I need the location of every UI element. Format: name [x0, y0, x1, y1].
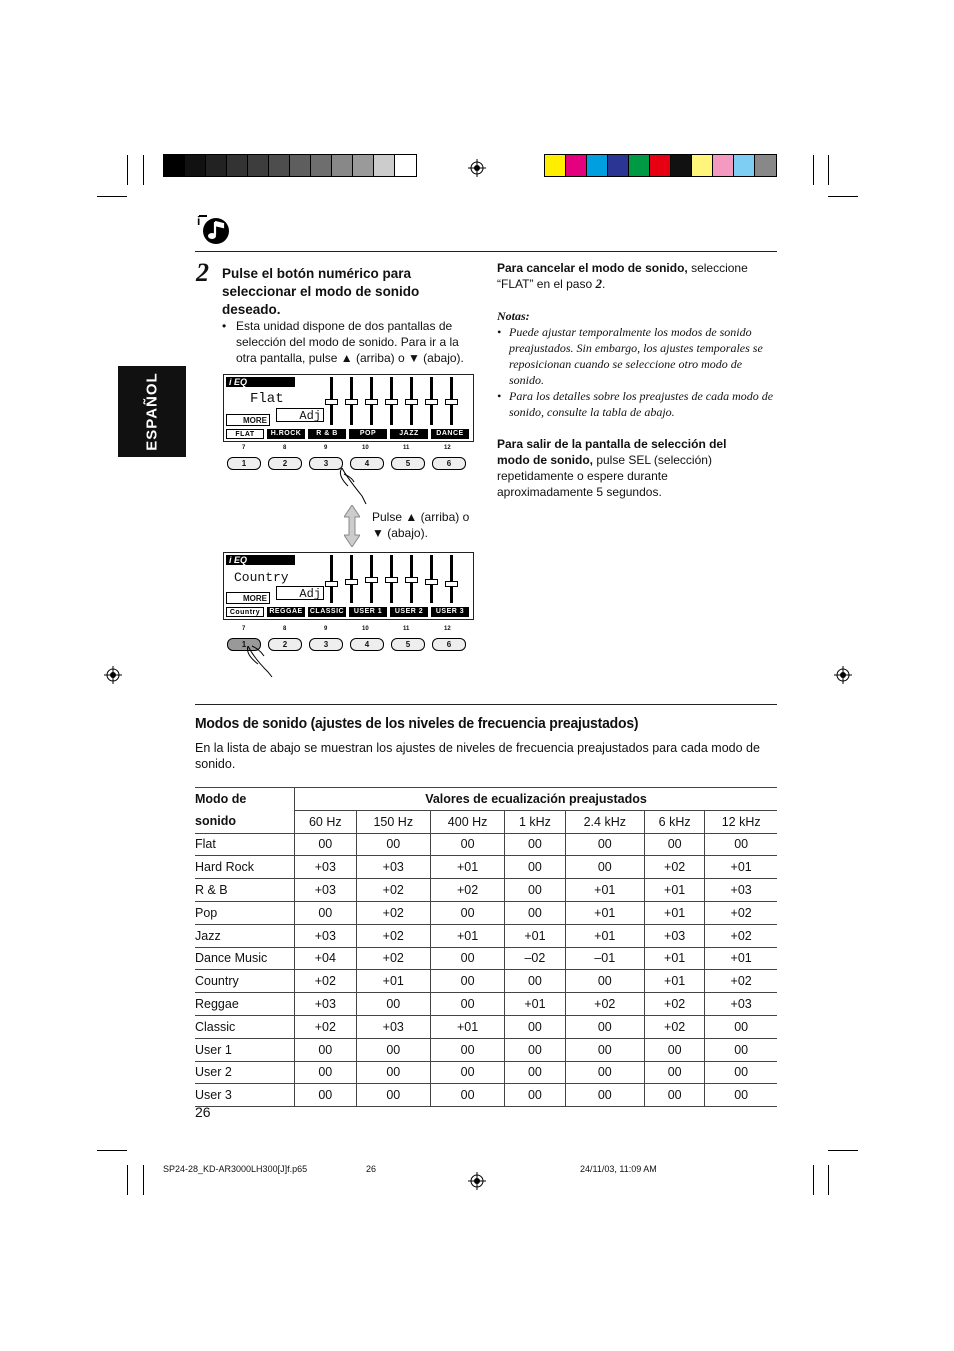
- key-secondary-number: 12: [444, 626, 451, 632]
- eq-display-flat: [223, 374, 474, 442]
- freq-header: 60 Hz: [295, 810, 357, 833]
- value-cell: +02: [705, 924, 777, 947]
- eq-mode-segment: FLAT: [226, 429, 264, 439]
- gray-swatch: [353, 155, 374, 176]
- table-row: [195, 924, 777, 947]
- value-cell: +03: [295, 993, 357, 1016]
- value-cell: 00: [505, 879, 565, 902]
- value-cell: 00: [505, 1015, 565, 1038]
- section-title: Modos de sonido (ajustes de los niveles de frecuencia preajustados): [195, 715, 639, 732]
- value-cell: +02: [645, 1015, 705, 1038]
- eq-sliders: [324, 375, 472, 427]
- exit-text: pulse SEL (selección) repetidamente o espere durante aproximadamente 5 segundos.: [497, 453, 712, 499]
- freq-header: 400 Hz: [430, 810, 504, 833]
- mode-cell: Classic: [195, 1019, 236, 1034]
- value-cell: +02: [356, 947, 430, 970]
- value-cell: 00: [505, 1038, 565, 1061]
- eq-mode-segment: USER 1: [349, 607, 387, 617]
- freq-header: 150 Hz: [356, 810, 430, 833]
- gray-swatch: [311, 155, 332, 176]
- mode-cell: Pop: [195, 905, 218, 920]
- value-cell: –01: [565, 947, 644, 970]
- key-secondary-number: 8: [283, 445, 287, 451]
- value-cell: 00: [295, 833, 357, 856]
- value-cell: 00: [645, 1061, 705, 1084]
- eq-slider-knob: [445, 581, 458, 587]
- value-cell: +01: [565, 879, 644, 902]
- music-note-icon: [196, 212, 232, 246]
- bullet-marker: •: [222, 319, 227, 333]
- value-cell: 00: [430, 993, 504, 1016]
- value-cell: +01: [705, 856, 777, 879]
- table-row: [195, 1084, 777, 1107]
- step-heading: Pulse el botón numérico para seleccionar el modo de sonido deseado.: [222, 266, 420, 317]
- value-cell: 00: [505, 901, 565, 924]
- value-cell: +02: [565, 993, 644, 1016]
- registration-mark-icon: [468, 1172, 486, 1190]
- value-cell: +02: [430, 879, 504, 902]
- note-1: Puede ajustar temporalmente los modos de sonido preajustados. Sin embargo, los ajustes temporales se reposicionan cuando se seleccione otro modo de sonido.: [509, 325, 763, 387]
- key-secondary-number: 12: [444, 445, 451, 451]
- value-cell: 00: [645, 1038, 705, 1061]
- value-cell: +02: [645, 993, 705, 1016]
- preset-button-6[interactable]: 6: [432, 638, 466, 651]
- value-cell: +01: [505, 993, 565, 1016]
- mode-header: Modo de: [195, 792, 247, 807]
- mode-cell: Hard Rock: [195, 860, 255, 875]
- eq-mode-segment: DANCE: [431, 429, 469, 439]
- registration-mark-icon: [104, 666, 122, 684]
- section-divider: [195, 251, 777, 252]
- value-cell: +01: [645, 901, 705, 924]
- section-divider: [195, 704, 777, 705]
- key-secondary-number: 7: [242, 445, 246, 451]
- color-swatch: [587, 155, 608, 176]
- color-swatch: [608, 155, 629, 176]
- mode-cell: Jazz: [195, 928, 221, 943]
- step-number: 2: [196, 258, 209, 287]
- footer-page: 26: [366, 1164, 377, 1174]
- preset-button-5[interactable]: 5: [391, 457, 425, 470]
- color-swatch: [545, 155, 566, 176]
- value-cell: 00: [430, 1038, 504, 1061]
- eq-slider-knob: [385, 399, 398, 405]
- key-secondary-number: 8: [283, 626, 287, 632]
- mode-cell: Dance Music: [195, 951, 268, 966]
- eq-mode-segment: R & B: [308, 429, 346, 439]
- table-row: [195, 970, 777, 993]
- eq-title: i EQ: [226, 555, 295, 565]
- finger-icon: [246, 642, 278, 678]
- key-secondary-number: 11: [403, 626, 410, 632]
- cancel-bold: Para cancelar el modo de sonido,: [497, 261, 688, 275]
- value-cell: +04: [295, 947, 357, 970]
- preset-button-3[interactable]: 3: [309, 457, 343, 470]
- eq-slider-knob: [445, 399, 458, 405]
- value-cell: +01: [705, 947, 777, 970]
- value-cell: +03: [705, 879, 777, 902]
- exit-instruction: [497, 436, 759, 500]
- table-row: [195, 901, 777, 924]
- eq-display-country: [223, 552, 474, 620]
- value-cell: –02: [505, 947, 565, 970]
- value-cell: 00: [295, 1084, 357, 1107]
- eq-slider-knob: [325, 399, 338, 405]
- mode-cell: User 3: [195, 1088, 232, 1103]
- gray-swatch: [374, 155, 395, 176]
- eq-mode-segment: CLASSIC: [309, 608, 345, 615]
- value-cell: 00: [565, 1038, 644, 1061]
- value-cell: 00: [295, 1038, 357, 1061]
- gray-swatch: [185, 155, 206, 176]
- table-row: [195, 856, 777, 879]
- more-indicator: MORE: [226, 414, 270, 426]
- value-cell: +01: [565, 901, 644, 924]
- eq-mode-name: Country: [234, 570, 289, 585]
- eq-mode-segment: USER 3: [431, 607, 469, 617]
- value-cell: 00: [565, 856, 644, 879]
- value-cell: 00: [505, 833, 565, 856]
- preset-button-1[interactable]: 1: [227, 457, 261, 470]
- mode-cell: User 1: [195, 1042, 232, 1057]
- eq-slider-knob: [425, 399, 438, 405]
- table-row: [195, 833, 777, 856]
- value-cell: +03: [356, 1015, 430, 1038]
- preset-button-4[interactable]: 4: [350, 638, 384, 651]
- eq-sliders: [324, 553, 472, 605]
- eq-slider-knob: [365, 399, 378, 405]
- eq-mode-segment: H.ROCK: [267, 429, 305, 439]
- gray-swatch: [164, 155, 185, 176]
- notes-title: Notas:: [497, 309, 530, 323]
- eq-slider-knob: [425, 579, 438, 585]
- preset-button-2[interactable]: 2: [268, 457, 302, 470]
- bullet-marker: •: [497, 389, 502, 403]
- step-bullet: Esta unidad dispone de dos pantallas de selección del modo de sonido. Para ir a la otra pantalla, pulse ▲ (arriba) o ▼ (abajo).: [236, 319, 464, 365]
- value-cell: 00: [705, 1084, 777, 1107]
- color-swatch: [566, 155, 587, 176]
- page-number: 26: [195, 1104, 211, 1120]
- value-cell: +01: [430, 924, 504, 947]
- gray-swatch: [206, 155, 227, 176]
- value-cell: +02: [356, 879, 430, 902]
- language-tab: [118, 366, 186, 457]
- eq-slider-knob: [345, 579, 358, 585]
- value-cell: +01: [645, 970, 705, 993]
- language-tab-label: ESPAÑOL: [143, 372, 161, 451]
- exit-bold: Para salir de la pantalla de selección del modo de sonido,: [497, 437, 727, 467]
- key-secondary-number: 9: [324, 445, 328, 451]
- gray-swatch: [395, 155, 416, 176]
- table-row: [195, 993, 777, 1016]
- eq-mode-segment: Country: [226, 607, 264, 617]
- freq-header: 2.4 kHz: [565, 810, 644, 833]
- value-cell: 00: [430, 970, 504, 993]
- preset-button-3[interactable]: 3: [309, 638, 343, 651]
- eq-slider-knob: [385, 577, 398, 583]
- value-cell: +02: [705, 970, 777, 993]
- value-cell: 00: [645, 833, 705, 856]
- table-row: [195, 1061, 777, 1084]
- key-secondary-number: 7: [242, 626, 246, 632]
- table-row: [195, 947, 777, 970]
- value-cell: 00: [705, 1015, 777, 1038]
- values-header: Valores de ecualización preajustados: [295, 788, 778, 811]
- preset-button-2[interactable]: 2: [268, 638, 302, 651]
- eq-slider-knob: [345, 399, 358, 405]
- key-secondary-number: 11: [403, 445, 410, 451]
- eq-mode-segment: POP: [349, 429, 387, 439]
- value-cell: 00: [356, 993, 430, 1016]
- freq-header: 12 kHz: [705, 810, 777, 833]
- gray-swatch: [227, 155, 248, 176]
- mode-cell: User 2: [195, 1065, 232, 1080]
- value-cell: 00: [356, 1084, 430, 1107]
- value-cell: 00: [705, 1038, 777, 1061]
- value-cell: 00: [430, 901, 504, 924]
- value-cell: 00: [565, 1015, 644, 1038]
- gray-calibration-bar: [163, 154, 417, 177]
- value-cell: +03: [295, 924, 357, 947]
- mode-cell: Country: [195, 974, 239, 989]
- mode-cell: Reggae: [195, 997, 239, 1012]
- cancel-end: .: [601, 277, 606, 291]
- value-cell: +01: [565, 924, 644, 947]
- mode-cell: R & B: [195, 883, 228, 898]
- value-cell: +02: [356, 901, 430, 924]
- preset-button-5[interactable]: 5: [391, 638, 425, 651]
- value-cell: 00: [295, 1061, 357, 1084]
- preset-button-1[interactable]: 1: [227, 638, 261, 651]
- value-cell: 00: [356, 1038, 430, 1061]
- color-swatch: [713, 155, 734, 176]
- gray-swatch: [248, 155, 269, 176]
- value-cell: 00: [430, 833, 504, 856]
- footer-date: 24/11/03, 11:09 AM: [580, 1164, 657, 1174]
- freq-header: 1 kHz: [505, 810, 565, 833]
- gray-swatch: [269, 155, 290, 176]
- value-cell: 00: [705, 833, 777, 856]
- eq-mode-segment: JAZZ: [390, 429, 428, 439]
- arrow-caption: Pulse ▲ (arriba) o ▼ (abajo).: [372, 510, 470, 540]
- value-cell: +02: [295, 970, 357, 993]
- gray-swatch: [290, 155, 311, 176]
- value-cell: +02: [356, 924, 430, 947]
- value-cell: 00: [430, 947, 504, 970]
- table-row: [195, 1015, 777, 1038]
- key-secondary-number: 10: [362, 445, 369, 451]
- color-swatch: [629, 155, 650, 176]
- eq-slider-knob: [405, 577, 418, 583]
- cancel-instruction: [497, 260, 777, 292]
- value-cell: +01: [645, 947, 705, 970]
- value-cell: +01: [505, 924, 565, 947]
- value-cell: 00: [565, 970, 644, 993]
- key-secondary-number: 9: [324, 626, 328, 632]
- value-cell: +03: [705, 993, 777, 1016]
- value-cell: 00: [705, 1061, 777, 1084]
- color-swatch: [755, 155, 776, 176]
- table-row: [195, 879, 777, 902]
- cancel-text: seleccione “FLAT” en el paso: [497, 261, 748, 291]
- gray-swatch: [332, 155, 353, 176]
- value-cell: 00: [356, 833, 430, 856]
- value-cell: +01: [430, 1015, 504, 1038]
- bullet-marker: •: [497, 325, 502, 339]
- value-cell: 00: [645, 1084, 705, 1107]
- value-cell: +02: [705, 901, 777, 924]
- value-cell: 00: [356, 1061, 430, 1084]
- value-cell: +02: [295, 1015, 357, 1038]
- color-swatch: [671, 155, 692, 176]
- registration-mark-icon: [468, 159, 486, 177]
- svg-text:i: i: [197, 214, 201, 228]
- adj-indicator: Adj: [276, 586, 324, 600]
- eq-preset-table: [195, 787, 777, 1107]
- color-swatch: [734, 155, 755, 176]
- value-cell: +01: [356, 970, 430, 993]
- value-cell: +03: [295, 856, 357, 879]
- up-down-arrow-icon: [344, 505, 360, 547]
- finger-icon: [338, 466, 368, 506]
- color-calibration-bar: [544, 154, 777, 177]
- eq-mode-name: Flat: [250, 391, 284, 407]
- value-cell: 00: [505, 856, 565, 879]
- eq-slider-knob: [365, 577, 378, 583]
- value-cell: +01: [430, 856, 504, 879]
- freq-header: 6 kHz: [645, 810, 705, 833]
- eq-title: i EQ: [226, 377, 295, 387]
- eq-slider-track: [450, 555, 453, 603]
- value-cell: 00: [430, 1084, 504, 1107]
- key-secondary-number: 10: [362, 626, 369, 632]
- registration-mark-icon: [834, 666, 852, 684]
- value-cell: 00: [505, 1084, 565, 1107]
- eq-slider-knob: [325, 581, 338, 587]
- value-cell: +01: [645, 879, 705, 902]
- preset-button-4[interactable]: 4: [350, 457, 384, 470]
- table-row: [195, 1038, 777, 1061]
- value-cell: 00: [565, 1084, 644, 1107]
- eq-slider-knob: [405, 399, 418, 405]
- eq-slider-track: [330, 555, 333, 603]
- more-indicator: MORE: [226, 592, 270, 604]
- cancel-step: 2: [595, 276, 602, 291]
- value-cell: 00: [505, 1061, 565, 1084]
- value-cell: 00: [505, 970, 565, 993]
- value-cell: +03: [356, 856, 430, 879]
- color-swatch: [650, 155, 671, 176]
- value-cell: 00: [295, 901, 357, 924]
- preset-button-6[interactable]: 6: [432, 457, 466, 470]
- eq-mode-segment: USER 2: [390, 607, 428, 617]
- value-cell: 00: [565, 1061, 644, 1084]
- footer-file: SP24-28_KD-AR3000LH300[J]f.p65: [163, 1164, 308, 1174]
- mode-header: sonido: [195, 814, 236, 829]
- value-cell: 00: [565, 833, 644, 856]
- mode-cell: Flat: [195, 837, 216, 852]
- section-intro: En la lista de abajo se muestran los ajustes de niveles de frecuencia preajustados para cada modo de sonido.: [195, 741, 760, 771]
- value-cell: 00: [430, 1061, 504, 1084]
- value-cell: +03: [645, 924, 705, 947]
- value-cell: +03: [295, 879, 357, 902]
- adj-indicator: Adj: [276, 408, 324, 422]
- note-2: Para los detalles sobre los preajustes de cada modo de sonido, consulte la tabla de abajo.: [509, 389, 774, 419]
- color-swatch: [692, 155, 713, 176]
- value-cell: +02: [645, 856, 705, 879]
- eq-mode-segment: REGGAE: [267, 607, 305, 617]
